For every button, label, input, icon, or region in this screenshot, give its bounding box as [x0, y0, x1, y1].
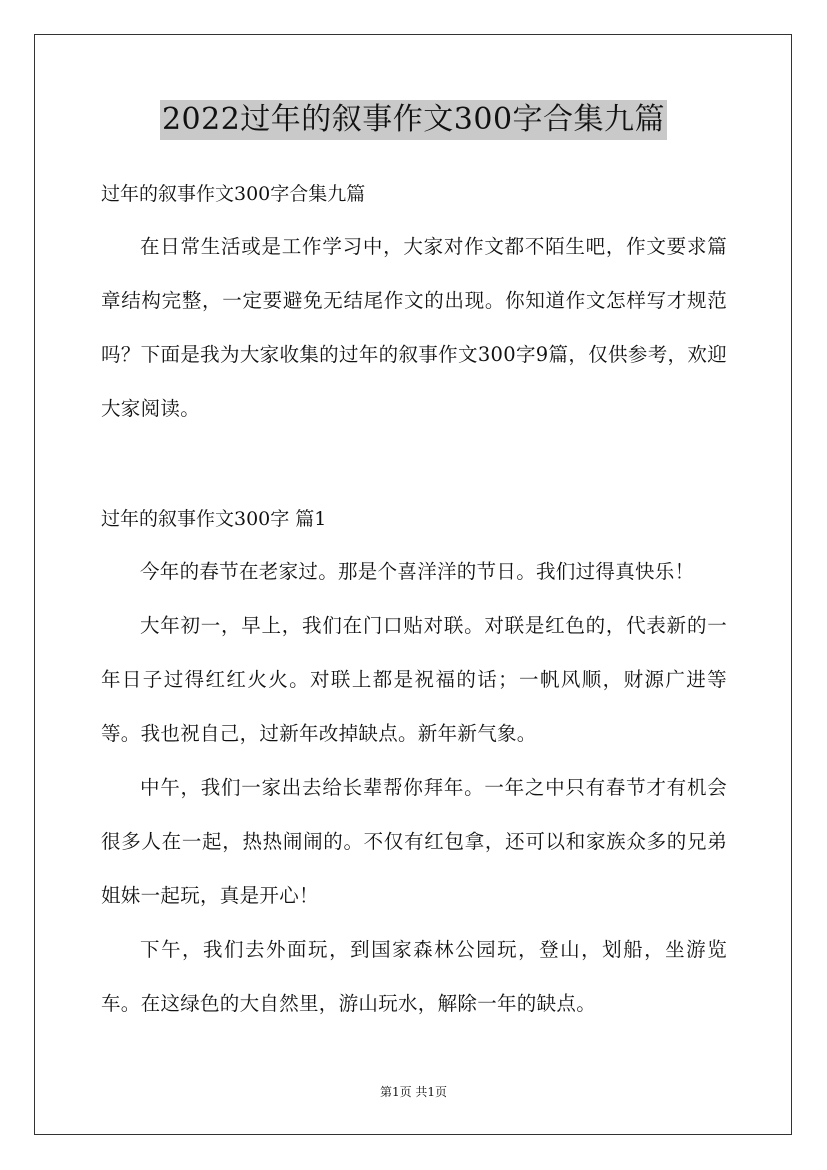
body-paragraph-4: 下午，我们去外面玩，到国家森林公园玩，登山，划船，坐游览车。在这绿色的大自然里，游山玩水，解除一年的缺点。 [101, 938, 727, 1015]
section-heading: 过年的叙事作文300字 篇1 [101, 508, 327, 530]
page-footer: 第1页 共1页 [379, 1085, 448, 1099]
body-paragraph-3: 中午，我们一家出去给长辈帮你拜年。一年之中只有春节才有机会很多人在一起，热热闹闹的。不仅有红包拿，还可以和家族众多的兄弟姐妹一起玩，真是开心！ [101, 776, 727, 907]
document-title: 2022过年的叙事作文300字合集九篇 [160, 100, 667, 140]
document-subtitle: 过年的叙事作文300字合集九篇 [101, 183, 366, 205]
intro-paragraph: 在日常生活或是工作学习中，大家对作文都不陌生吧，作文要求篇章结构完整，一定要避免无结尾作文的出现。你知道作文怎样写才规范吗？下面是我为大家收集的过年的叙事作文300字9篇，仅供参考，欢迎大家阅读。 [101, 235, 727, 420]
title-container [0, 100, 827, 140]
body-paragraph-2: 大年初一，早上，我们在门口贴对联。对联是红色的，代表新的一年日子过得红红火火。对联上都是祝福的话；一帆风顺，财源广进等等。我也祝自己，过新年改掉缺点。新年新气象。 [101, 614, 727, 745]
body-paragraph-1: 今年的春节在老家过。那是个喜洋洋的节日。我们过得真快乐！ [140, 560, 695, 583]
